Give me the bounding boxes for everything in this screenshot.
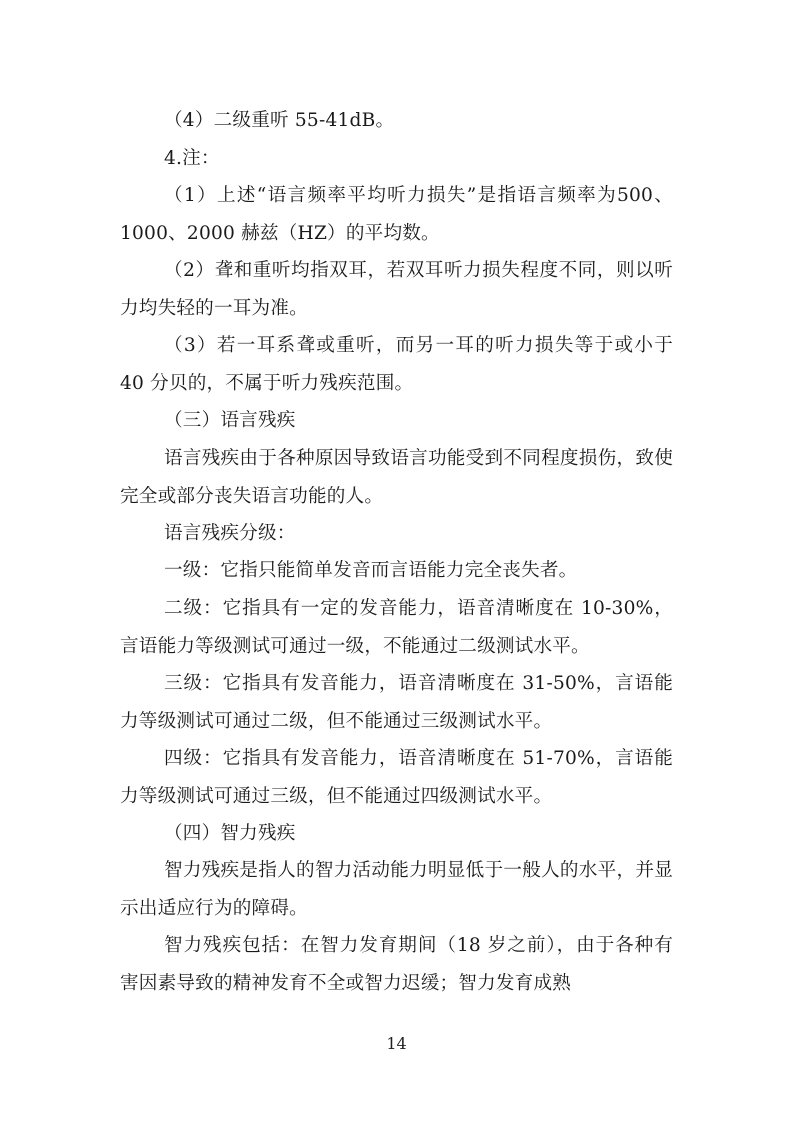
paragraph-note-heading: 4.注：	[164, 148, 220, 169]
page-number: 14	[386, 1034, 407, 1053]
paragraph-intellectual-includes: 智力残疾包括：在智力发育期间（18 岁之前），由于各种有害因素导致的精神发育不全或智力迟缓；智力发育成熟	[120, 935, 673, 994]
paragraph-note-1: （1）上述“语言频率平均听力损失”是指语言频率为500、1000、2000 赫兹（HZ）的平均数。	[120, 185, 673, 244]
paragraph-speech-definition: 语言残疾由于各种原因导致语言功能受到不同程度损伤，致使完全或部分丧失语言功能的人。	[120, 448, 673, 507]
paragraph-speech-grade-3: 三级：它指具有发音能力，语音清晰度在 31-50%，言语能力等级测试可通过二级，但不能通过三级测试水平。	[120, 673, 673, 732]
paragraph-speech-grade-2: 二级：它指具有一定的发音能力，语音清晰度在 10-30%，言语能力等级测试可通过一级，不能通过二级测试水平。	[120, 598, 673, 657]
section-heading-speech-disability: （三）语言残疾	[164, 410, 296, 431]
paragraph-speech-grading-heading: 语言残疾分级：	[164, 523, 296, 544]
section-heading-intellectual-disability: （四）智力残疾	[164, 823, 296, 844]
paragraph-speech-grade-1: 一级：它指只能简单发音而言语能力完全丧失者。	[164, 560, 578, 581]
paragraph-intellectual-definition: 智力残疾是指人的智力活动能力明显低于一般人的水平，并显示出适应行为的障碍。	[120, 860, 673, 919]
paragraph-note-3: （3）若一耳系聋或重听，而另一耳的听力损失等于或小于 40 分贝的，不属于听力残疾范围。	[120, 335, 673, 394]
paragraph-speech-grade-4: 四级：它指具有发音能力，语音清晰度在 51-70%，言语能力等级测试可通过三级，但不能通过四级测试水平。	[120, 748, 673, 807]
paragraph-hearing-grade-4: （4）二级重听 55-41dB。	[164, 110, 395, 131]
paragraph-note-2: （2）聋和重听均指双耳，若双耳听力损失程度不同，则以听力均失轻的一耳为准。	[120, 260, 673, 319]
